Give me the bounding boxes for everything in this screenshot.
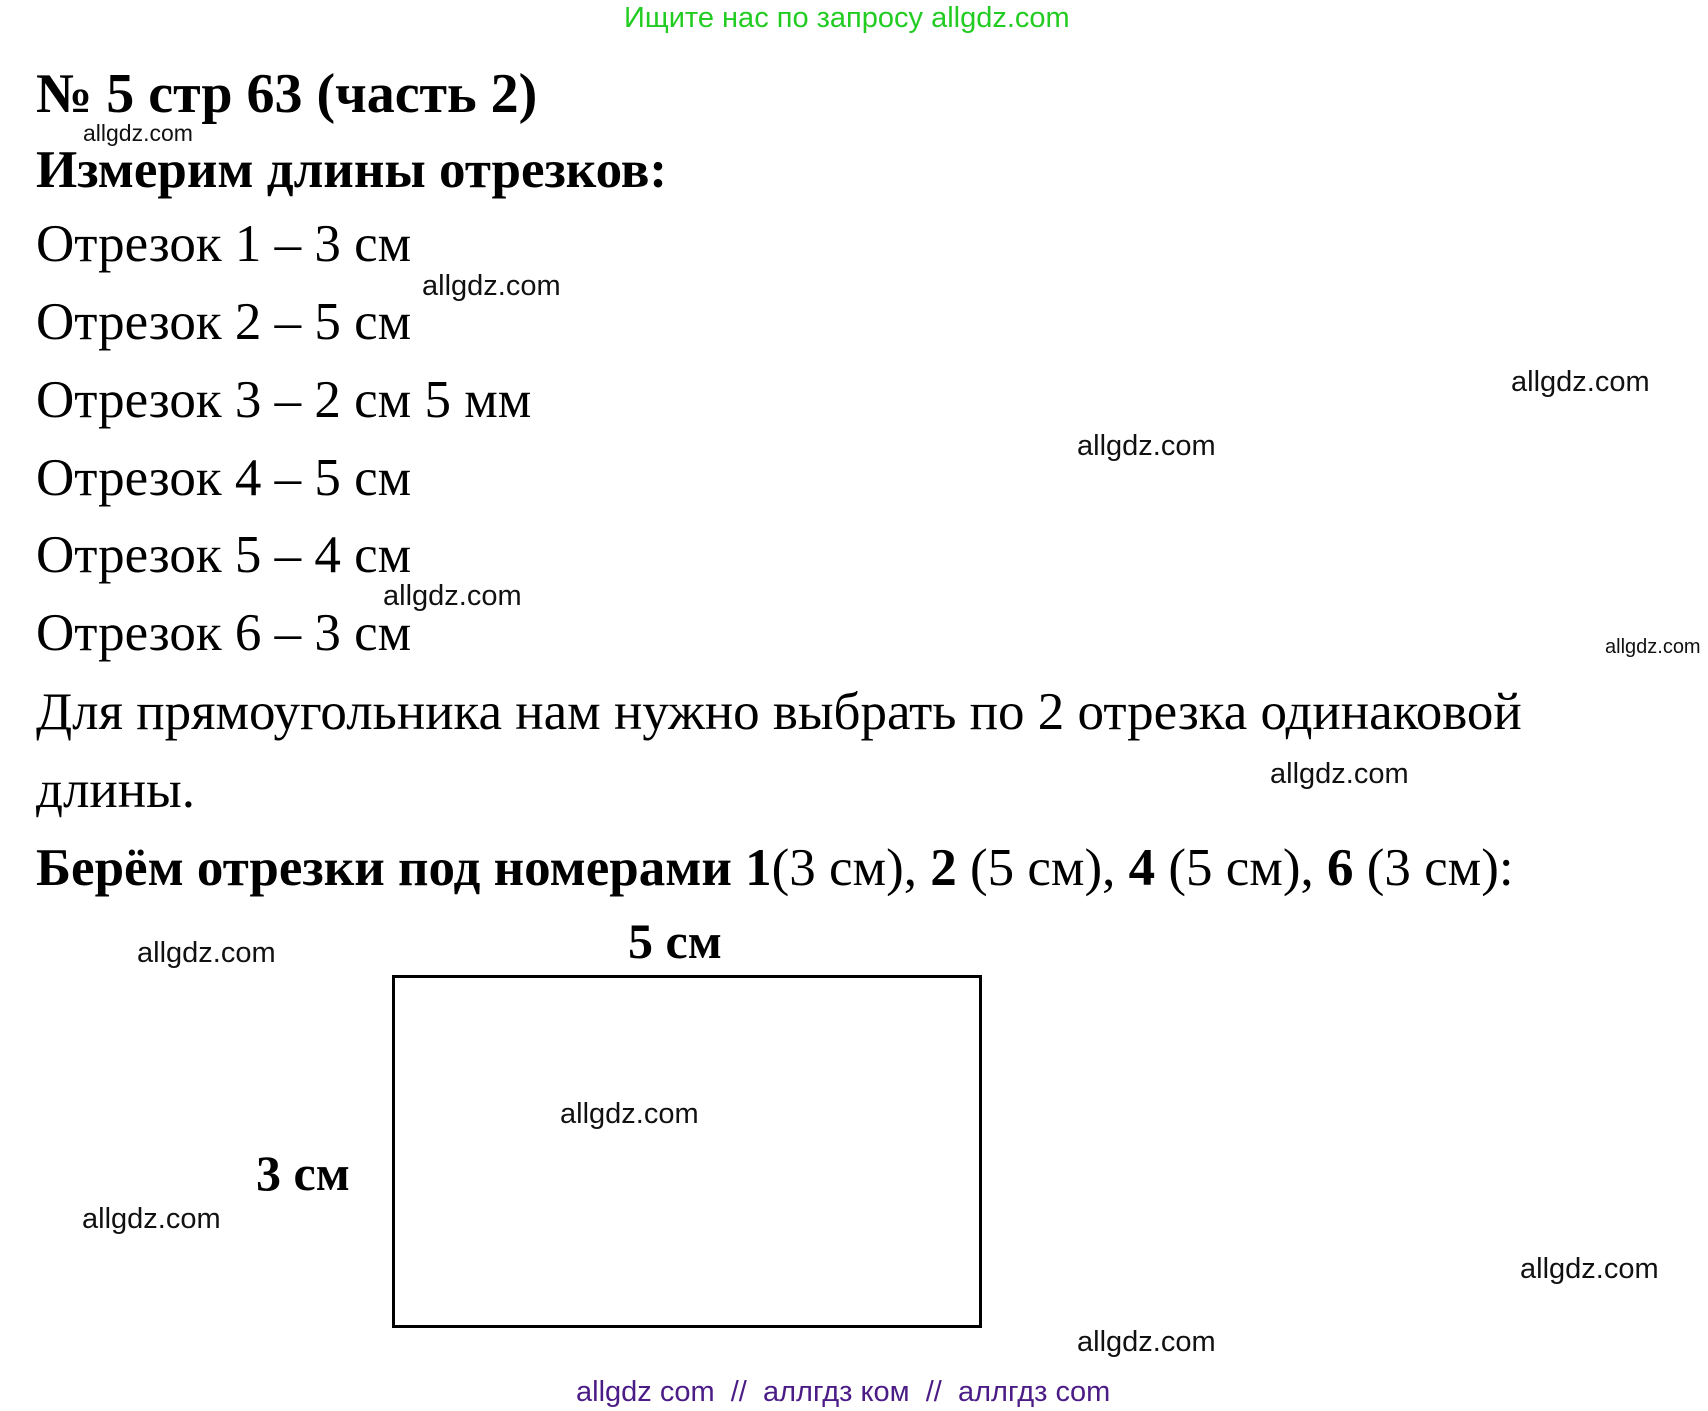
segment-3: Отрезок 3 – 2 см 5 мм [36, 371, 532, 429]
choice-number-4: 4 [1128, 839, 1156, 897]
link-allgdz-com-cyr[interactable]: аллгдз com [957, 1376, 1111, 1408]
explanation-line-2: длины. [36, 761, 195, 819]
bottom-links [576, 1376, 1110, 1409]
page-title: № 5 стр 63 (часть 2) [36, 63, 538, 125]
segment-6: Отрезок 6 – 3 см [36, 604, 412, 662]
watermark: allgdz.com [1077, 1326, 1216, 1358]
link-allgdz-com[interactable]: allgdz com [576, 1376, 715, 1408]
choice-value-4: (5 см), [1155, 839, 1327, 897]
choice-value-1: (3 см), [771, 839, 931, 897]
watermark: allgdz.com [83, 120, 193, 146]
watermark: allgdz.com [560, 1098, 699, 1130]
explanation-line-1: Для прямоугольника нам нужно выбрать по 2 отрезка одинаковой [36, 683, 1522, 741]
separator: // [925, 1376, 942, 1408]
watermark: allgdz.com [82, 1203, 221, 1235]
segment-4: Отрезок 4 – 5 см [36, 449, 412, 507]
watermark: allgdz.com [137, 937, 276, 969]
watermark: allgdz.com [1270, 758, 1409, 790]
segment-2: Отрезок 2 – 5 см [36, 293, 412, 351]
choice-value-2: (5 см), [956, 839, 1129, 897]
choice-value-6: (3 см): [1353, 839, 1514, 897]
choice-line [36, 838, 1514, 898]
choice-lead: Берём отрезки под номерами [36, 839, 746, 897]
separator: // [730, 1376, 747, 1408]
watermark: allgdz.com [1077, 430, 1216, 462]
segment-5: Отрезок 5 – 4 см [36, 526, 412, 584]
watermark: allgdz.com [422, 270, 561, 302]
top-banner[interactable]: Ищите нас по запросу allgdz.com [624, 2, 1070, 34]
rectangle [392, 975, 982, 1328]
choice-number-1: 1 [745, 839, 772, 897]
rectangle-width-label: 5 см [628, 913, 722, 969]
link-allgdz-kom[interactable]: аллгдз ком [763, 1376, 910, 1408]
watermark: allgdz.com [1511, 366, 1650, 398]
choice-number-6: 6 [1326, 839, 1354, 897]
segment-1: Отрезок 1 – 3 см [36, 215, 412, 273]
section-heading: Измерим длины отрезков: [36, 141, 668, 199]
choice-number-2: 2 [930, 839, 957, 897]
watermark: allgdz.com [383, 580, 522, 612]
rectangle-height-label: 3 см [256, 1145, 350, 1201]
watermark: allgdz.com [1605, 636, 1701, 658]
watermark: allgdz.com [1520, 1253, 1659, 1285]
